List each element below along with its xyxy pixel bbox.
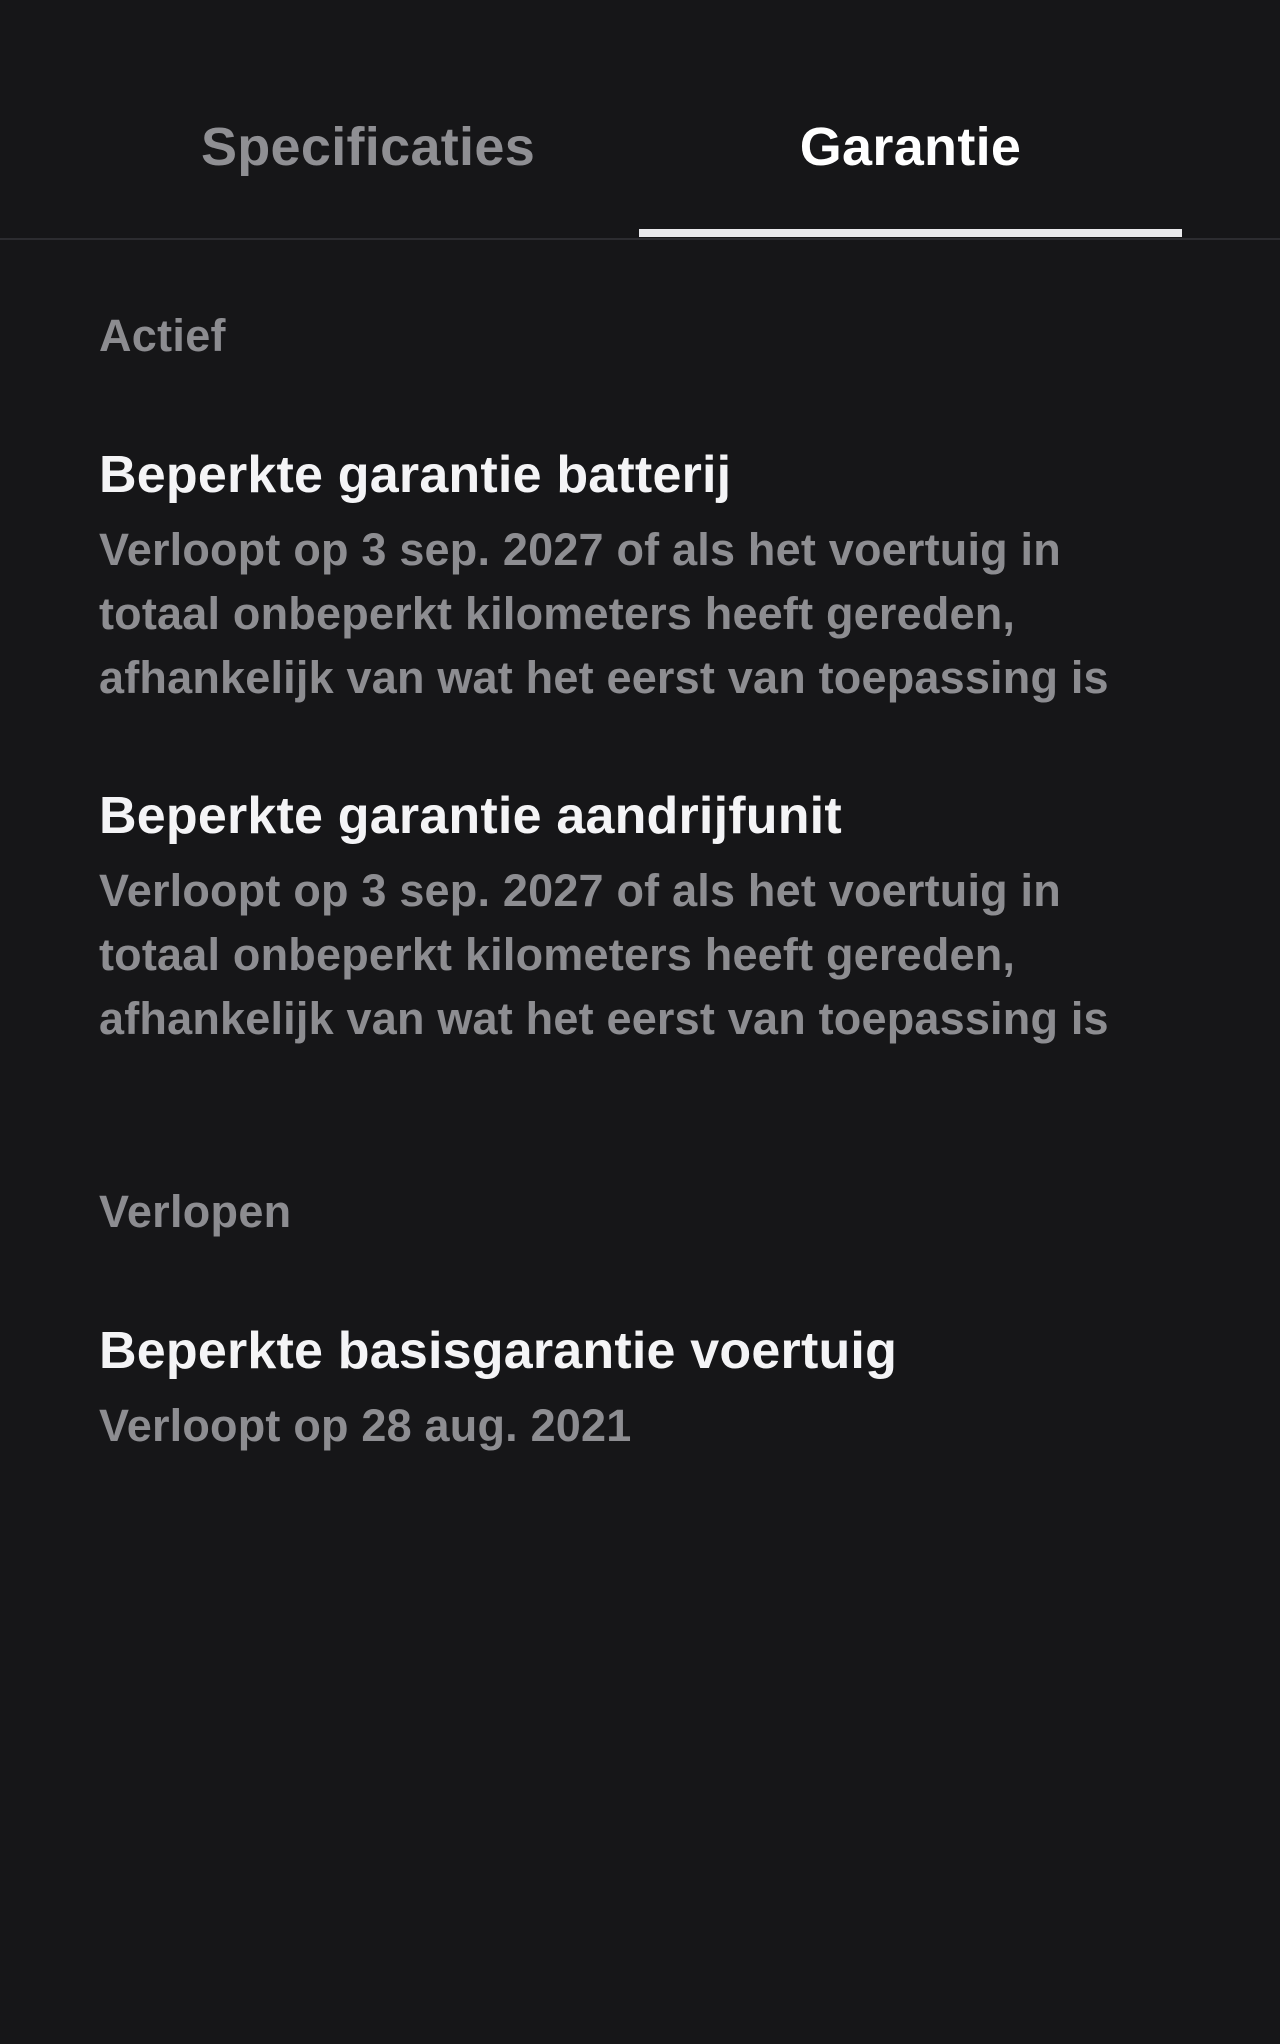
description-line: afhankelijk van wat het eerst van toepassing is xyxy=(99,652,1109,703)
warranty-description-basic-vehicle xyxy=(99,1394,1199,1458)
tab-specificaties[interactable]: Specificaties xyxy=(200,117,536,177)
section-heading-expired: Verlopen xyxy=(99,1186,292,1237)
warranty-title-basic-vehicle: Beperkte basisgarantie voertuig xyxy=(99,1322,898,1380)
warranty-title-drive-unit: Beperkte garantie aandrijfunit xyxy=(99,787,842,845)
warranty-description-drive-unit xyxy=(99,859,1199,1051)
warranty-description-battery xyxy=(99,518,1199,710)
description-line: afhankelijk van wat het eerst van toepassing is xyxy=(99,993,1109,1044)
tab-bar xyxy=(0,0,1280,240)
description-line: Verloopt op 3 sep. 2027 of als het voertuig in xyxy=(99,524,1061,575)
tab-garantie[interactable]: Garantie xyxy=(799,117,1022,177)
warranty-title-battery: Beperkte garantie batterij xyxy=(99,446,732,504)
section-heading-active: Actief xyxy=(99,310,226,361)
description-line: totaal onbeperkt kilometers heeft gereden, xyxy=(99,588,1016,639)
active-tab-indicator xyxy=(639,229,1182,237)
description-line: Verloopt op 3 sep. 2027 of als het voertuig in xyxy=(99,865,1061,916)
description-line: totaal onbeperkt kilometers heeft gereden, xyxy=(99,929,1016,980)
description-line: Verloopt op 28 aug. 2021 xyxy=(99,1400,632,1451)
